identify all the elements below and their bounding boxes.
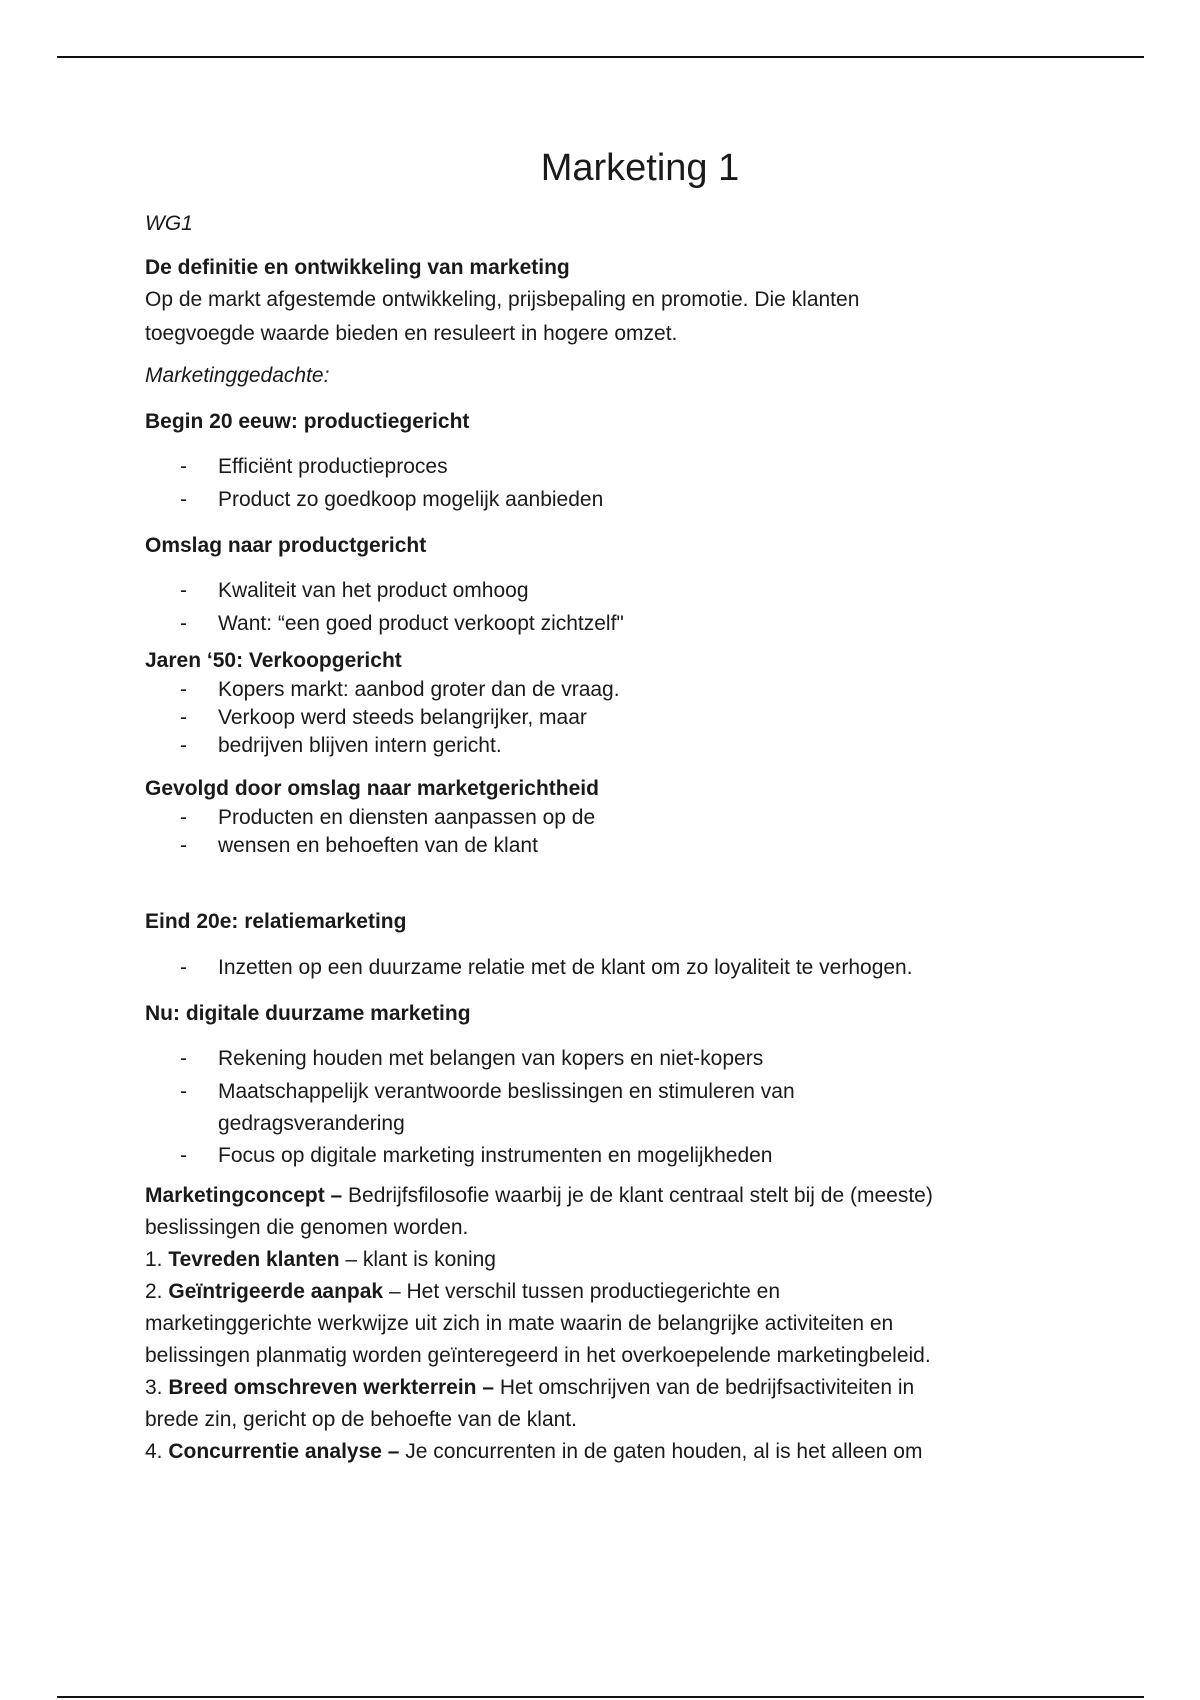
list-item-text: Want: “een goed product verkoopt zichtzelf" xyxy=(218,612,624,635)
era-list xyxy=(145,804,1075,860)
point-term: Geïntrigeerde aanpak xyxy=(168,1280,384,1303)
list-item-text: Rekening houden met belangen van kopers en niet-kopers xyxy=(218,1047,764,1070)
concept-point xyxy=(145,1436,1075,1468)
list-item xyxy=(145,574,1075,607)
point-separator: – xyxy=(383,1280,407,1303)
list-item xyxy=(145,676,1075,704)
point-term: Breed omschreven werkterrein – xyxy=(168,1376,495,1399)
dash-marker: - xyxy=(180,706,187,729)
dash-marker: - xyxy=(180,455,187,478)
point-number: 2. xyxy=(145,1280,169,1303)
list-item xyxy=(145,732,1075,760)
list-item-text: Maatschappelijk verantwoorde beslissingen en stimuleren van xyxy=(218,1080,795,1103)
point-number: 3. xyxy=(145,1376,169,1399)
list-item xyxy=(145,450,1075,483)
dash-marker: - xyxy=(180,488,187,511)
concept-point-line: belissingen planmatig worden geïnteregeerd in het overkoepelende marketingbeleid. xyxy=(145,1344,931,1367)
list-item xyxy=(145,704,1075,732)
era-list xyxy=(145,1042,1075,1172)
point-text: Het omschrijven van de bedrijfsactiviteiten in xyxy=(499,1376,915,1399)
list-item xyxy=(145,804,1075,832)
dash-marker: - xyxy=(180,806,187,829)
section-heading-era: Jaren ‘50: Verkoopgericht xyxy=(145,649,402,672)
concept-point xyxy=(145,1244,1075,1276)
dash-marker: - xyxy=(180,1047,187,1070)
list-item xyxy=(145,951,1075,984)
concept-point-line: marketinggerichte werkwijze uit zich in mate waarin de belangrijke activiteiten en xyxy=(145,1312,894,1335)
section-heading-era: Nu: digitale duurzame marketing xyxy=(145,1002,471,1025)
point-term: Tevreden klanten xyxy=(168,1248,340,1271)
list-item-continuation xyxy=(145,1108,1075,1139)
list-item-text: Verkoop werd steeds belangrijker, maar xyxy=(218,706,587,729)
concept-text: Bedrijfsfilosofie waarbij je de klant centraal stelt bij de (meeste) xyxy=(342,1184,933,1207)
list-item xyxy=(145,1075,1075,1108)
point-text: Je concurrenten in de gaten houden, al is het alleen om xyxy=(405,1440,923,1463)
list-item-text: Focus op digitale marketing instrumenten en mogelijkheden xyxy=(218,1144,773,1167)
document-subtitle: WG1 xyxy=(145,212,193,235)
list-item-text: gedragsverandering xyxy=(218,1112,405,1135)
dash-marker: - xyxy=(180,956,187,979)
list-item-text: bedrijven blijven intern gericht. xyxy=(218,734,502,757)
point-text: Het verschil tussen productiegerichte en xyxy=(406,1280,780,1303)
dash-marker: - xyxy=(180,579,187,602)
point-number: 4. xyxy=(145,1440,169,1463)
list-item xyxy=(145,607,1075,640)
list-item-text: Inzetten op een duurzame relatie met de klant om zo loyaliteit te verhogen. xyxy=(218,956,913,979)
point-number: 1. xyxy=(145,1248,169,1271)
era-list xyxy=(145,951,1075,984)
section-heading-era: Begin 20 eeuw: productiegericht xyxy=(145,410,470,433)
list-item xyxy=(145,1042,1075,1075)
section-heading-era: Omslag naar productgericht xyxy=(145,534,427,557)
list-item xyxy=(145,832,1075,860)
concept-point-line: brede zin, gericht op de behoefte van de klant. xyxy=(145,1408,577,1431)
concept-line: beslissingen die genomen worden. xyxy=(145,1216,469,1239)
gedachte-label: Marketinggedachte: xyxy=(145,364,330,387)
point-text: klant is koning xyxy=(362,1248,496,1271)
concept-point xyxy=(145,1276,1075,1308)
era-list xyxy=(145,676,1075,760)
section-heading-era: Eind 20e: relatiemarketing xyxy=(145,910,407,933)
list-item-text: Producten en diensten aanpassen op de xyxy=(218,806,596,829)
list-item-text: Kwaliteit van het product omhoog xyxy=(218,579,529,602)
definition-line: Op de markt afgestemde ontwikkeling, prijsbepaling en promotie. Die klanten xyxy=(145,288,860,311)
list-item xyxy=(145,1139,1075,1172)
definition-line: toegvoegde waarde bieden en resuleert in hogere omzet. xyxy=(145,322,678,345)
section-heading-definition: De definitie en ontwikkeling van marketing xyxy=(145,256,570,279)
dash-marker: - xyxy=(180,734,187,757)
list-item xyxy=(145,483,1075,516)
point-term: Concurrentie analyse – xyxy=(168,1440,400,1463)
list-item-text: wensen en behoeften van de klant xyxy=(218,834,538,857)
list-item-text: Kopers markt: aanbod groter dan de vraag. xyxy=(218,678,620,701)
section-heading-era: Gevolgd door omslag naar marketgerichtheid xyxy=(145,777,599,800)
concept-paragraph xyxy=(145,1180,1075,1212)
concept-point xyxy=(145,1372,1075,1404)
list-item-text: Efficiënt productieproces xyxy=(218,455,448,478)
dash-marker: - xyxy=(180,612,187,635)
dash-marker: - xyxy=(180,834,187,857)
dash-marker: - xyxy=(180,1080,187,1103)
point-separator: – xyxy=(339,1248,363,1271)
footer-rule xyxy=(57,1696,1144,1698)
era-list xyxy=(145,450,1075,516)
era-list xyxy=(145,574,1075,640)
document-title: Marketing 1 xyxy=(540,147,740,189)
dash-marker: - xyxy=(180,1144,187,1167)
dash-marker: - xyxy=(180,678,187,701)
document-page xyxy=(145,140,1075,1468)
concept-term: Marketingconcept – xyxy=(145,1184,343,1207)
header-rule xyxy=(57,56,1144,58)
list-item-text: Product zo goedkoop mogelijk aanbieden xyxy=(218,488,604,511)
